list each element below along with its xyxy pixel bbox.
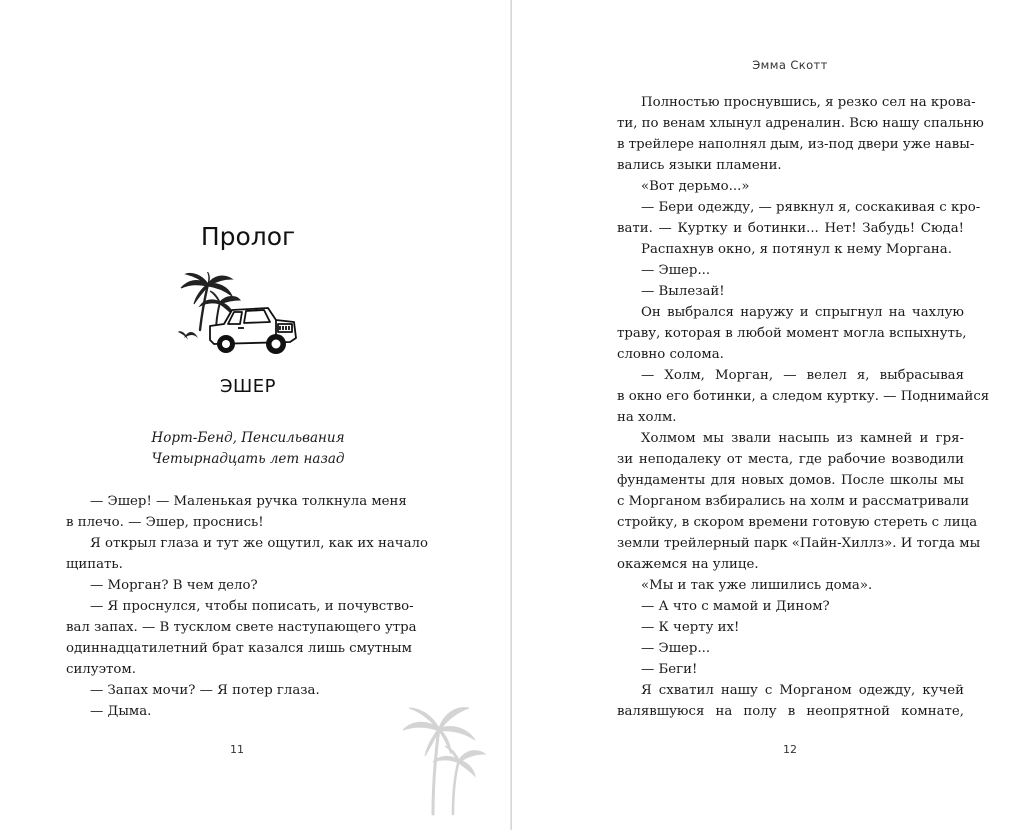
text-line: щипать.: [66, 557, 123, 572]
text-line: — А что с мамой и Дином?: [641, 599, 830, 614]
text-line: на холм.: [617, 410, 677, 425]
setting-place: Норт-Бенд, Пенсильвания: [151, 430, 345, 446]
text-line: — Холм, Морган, — велел я, выбрасывая: [641, 368, 964, 383]
text-line: — К черту их!: [641, 620, 740, 635]
text-line: «Вот дерьмо...»: [641, 179, 750, 194]
text-line: — Эшер...: [641, 263, 711, 278]
running-head-author: Эмма Скотт: [752, 58, 828, 72]
text-line: — Эшер...: [641, 641, 711, 656]
text-line: силуэтом.: [66, 662, 136, 677]
text-line: — Бери одежду, — рявкнул я, соскакивая с кро-: [641, 200, 981, 215]
chapter-title: Пролог: [200, 222, 296, 251]
setting-time: Четырнадцать лет назад: [151, 451, 345, 467]
text-line: — Беги!: [641, 662, 698, 677]
car-palm-illustration: [178, 272, 300, 356]
narrator-heading: ЭШЕР: [219, 376, 277, 397]
text-line: Я открыл глаза и тут же ощутил, как их начало: [90, 536, 428, 551]
text-line: вати. — Куртку и ботинки... Нет! Забудь! Сюда!: [617, 221, 964, 236]
text-line: Я схватил нашу с Морганом одежду, кучей: [641, 683, 964, 698]
left-page: [0, 0, 511, 830]
text-line: в плечо. — Эшер, проснись!: [66, 515, 264, 530]
text-line: траву, которая в любой момент могла вспыхнуть,: [617, 326, 967, 341]
text-line: Распахнув окно, я потянул к нему Моргана.: [641, 242, 952, 257]
text-line: Холмом мы звали насыпь из камней и гря-: [641, 431, 964, 446]
text-line: Он выбрался наружу и спрыгнул на чахлую: [641, 305, 964, 320]
text-line: фундаменты для новых домов. После школы мы: [617, 473, 964, 488]
text-line: — Эшер! — Маленькая ручка толкнула меня: [90, 494, 407, 509]
text-line: — Дыма.: [90, 704, 152, 719]
text-line: ти, по венам хлынул адреналин. Всю нашу спальню: [617, 116, 984, 131]
palm-trees-decoration-left: [393, 698, 487, 816]
text-line: окажемся на улице.: [617, 557, 759, 572]
text-line: в окно его ботинки, а следом куртку. — Поднимайся: [617, 389, 990, 404]
text-line: зи неподалеку от места, где рабочие возводили: [617, 452, 964, 467]
text-line: земли трейлерный парк «Пайн-Хиллз». И тогда мы: [617, 536, 981, 551]
text-line: — Морган? В чем дело?: [90, 578, 258, 593]
text-line: «Мы и так уже лишились дома».: [641, 578, 873, 593]
page-number-right: 12: [783, 743, 797, 756]
text-line: — Я проснулся, чтобы пописать, и почувство-: [90, 599, 414, 614]
right-page-body-text: [617, 92, 990, 722]
text-line: словно солома.: [617, 347, 724, 362]
text-line: валявшуюся на полу в неопрятной комнате,: [617, 704, 964, 719]
text-line: Полностью проснувшись, я резко сел на крова-: [641, 95, 976, 110]
left-page-body-text: [66, 491, 428, 722]
text-line: — Вылезай!: [641, 284, 725, 299]
text-line: стройку, в скором времени готовую стереть с лица: [617, 515, 978, 530]
text-line: в трейлере наполнял дым, из-под двери уже навы-: [617, 137, 975, 152]
text-line: одиннадцатилетний брат казался лишь смутным: [66, 641, 412, 656]
text-line: — Запах мочи? — Я потер глаза.: [90, 683, 320, 698]
page-number-left: 11: [230, 743, 244, 756]
text-line: вал запах. — В тусклом свете наступающего утра: [66, 620, 417, 635]
text-line: вались языки пламени.: [617, 158, 782, 173]
setting-caption: [96, 428, 400, 470]
text-line: с Морганом взбирались на холм и рассматривали: [617, 494, 970, 509]
